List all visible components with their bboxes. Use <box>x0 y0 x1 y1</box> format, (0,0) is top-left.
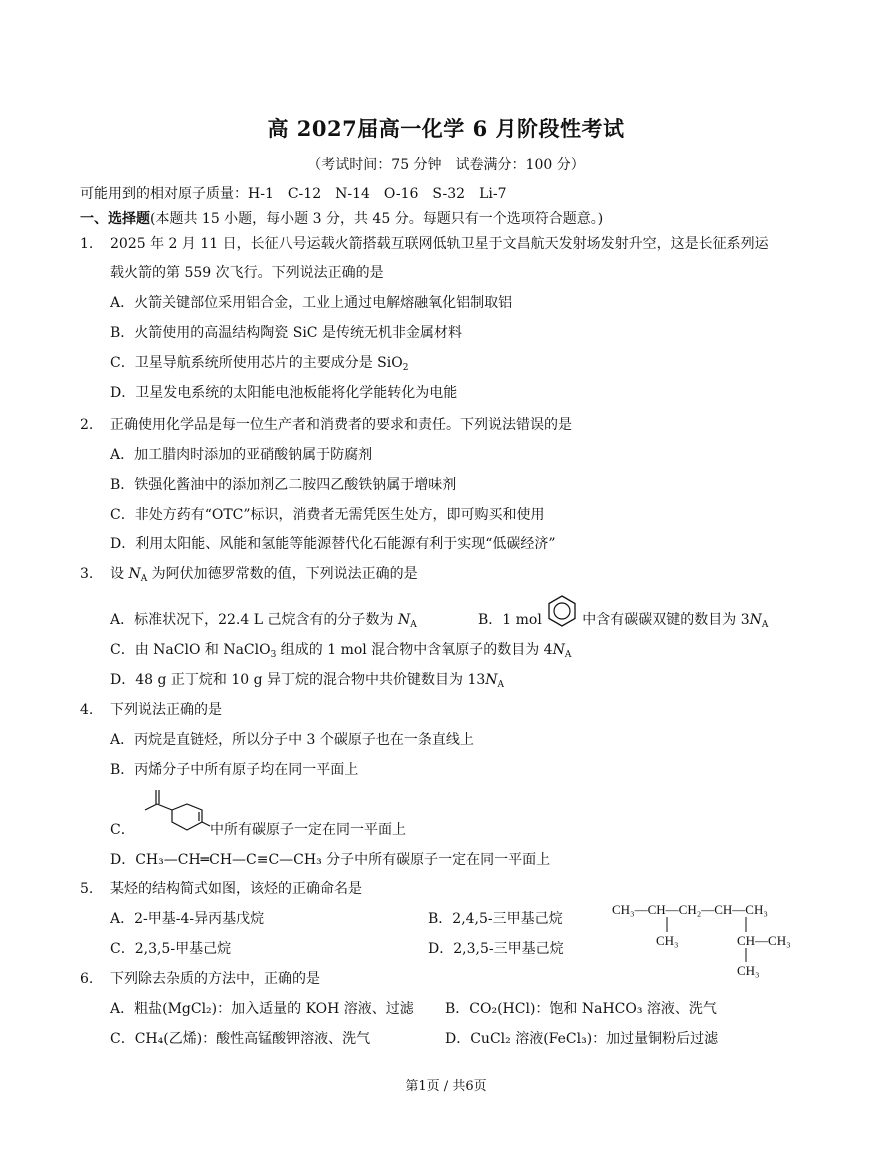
q5-option-c: C．2,3,5-甲基己烷 <box>110 941 232 957</box>
q5-structure-branch1: CH₃ <box>656 933 679 948</box>
q4-option-d: D．CH₃—CH═CH—C≡C—CH₃ 分子中所有碳原子一定在同一平面上 <box>110 852 551 868</box>
question-number: 2. <box>80 417 94 433</box>
q2-option-d: D．利用太阳能、风能和氢能等能源替代化石能源有利于实现“低碳经济” <box>110 536 556 552</box>
q4-option-c-label: C． <box>110 822 135 838</box>
question-1-line1: 2025 年 2 月 11 日，长征八号运载火箭搭载互联网低轨卫星于文昌航天发射场发射升空，这是长征系列运 <box>110 236 769 252</box>
q5-structure-main: CH₃—CH—CH₂—CH—CH₃ <box>612 902 768 917</box>
q1-option-d: D．卫星发电系统的太阳能电池板能将化学能转化为电能 <box>110 385 458 401</box>
question-6-stem: 6. 下列除去杂质的方法中，正确的是 <box>80 971 320 987</box>
q3-option-b: B．1 mol 中含有碳碳双键的数目为 $3N_A$ <box>478 612 769 630</box>
q1-option-a: A．火箭关键部位采用铝合金，工业上通过电解熔融氧化铝制取铝 <box>110 295 513 311</box>
question-1-line2: 载火箭的第 559 次飞行。下列说法正确的是 <box>110 265 384 281</box>
question-number: 1. <box>80 236 94 252</box>
question-5-stem: 5. 某烃的结构简式如图，该烃的正确命名是 <box>80 881 362 897</box>
q5-option-d: D．2,3,5-三甲基己烷 <box>428 941 564 957</box>
q4-option-c-text: 中所有碳原子一定在同一平面上 <box>210 822 406 838</box>
q1-option-b: B．火箭使用的高温结构陶瓷 SiC 是传统无机非金属材料 <box>110 325 462 341</box>
section-desc: (本题共 15 小题，每小题 3 分，共 45 分。每题只有一个选项符合题意。) <box>150 211 604 227</box>
question-number: 3. <box>80 566 94 582</box>
page-title: 高 2027届高一化学 6 月阶段性考试 <box>267 116 625 141</box>
q2-option-b: B．铁强化酱油中的添加剂乙二胺四乙酸铁钠属于增味剂 <box>110 477 457 493</box>
question-number: 5. <box>80 881 94 897</box>
question-2-stem: 2. 正确使用化学品是每一位生产者和消费者的要求和责任。下列说法错误的是 <box>80 417 572 433</box>
question-4-stem: 4. 下列说法正确的是 <box>80 702 222 718</box>
q6-option-c: C．CH₄(乙烯)：酸性高锰酸钾溶液、洗气 <box>110 1031 371 1047</box>
q4-option-b: B．丙烯分子中所有原子均在同一平面上 <box>110 762 359 778</box>
q6-option-d: D．CuCl₂ 溶液(FeCl₃)：加过量铜粉后过滤 <box>445 1031 719 1047</box>
q6-option-a: A．粗盐(MgCl₂)：加入适量的 KOH 溶液、过滤 <box>110 1001 414 1017</box>
section-title: 一、选择题 <box>80 211 150 227</box>
exam-info: （考试时间：75 分钟 试卷满分：100 分） <box>307 157 585 173</box>
question-3-stem: 3. 设 $N_A$ 为阿伏加德罗常数的值，下列说法正确的是 <box>80 566 418 584</box>
page-footer: 第1页 / 共6页 <box>405 1079 487 1094</box>
question-number: 6. <box>80 971 94 987</box>
q5-structure-branch3: CH₃ <box>737 963 760 978</box>
q1-option-c: C．卫星导航系统所使用芯片的主要成分是 SiO$_2$ <box>110 355 409 373</box>
q5-structure-branch2: CH—CH₃ <box>737 933 791 948</box>
q2-option-c: C．非处方药有“OTC”标识，消费者无需凭医生处方，即可购买和使用 <box>110 507 545 523</box>
atomic-mass-line: 可能用到的相对原子质量：H-1 C-12 N-14 O-16 S-32 Li-7 <box>80 186 507 202</box>
q4-option-a: A．丙烷是直链烃，所以分子中 3 个碳原子也在一条直线上 <box>110 732 474 748</box>
q6-option-b: B．CO₂(HCl)：饱和 NaHCO₃ 溶液、洗气 <box>445 1001 717 1017</box>
q5-option-a: A．2-甲基-4-异丙基戊烷 <box>110 911 265 927</box>
q3-option-a: A．标准状况下，22.4 L 己烷含有的分子数为 $N_A$ <box>110 612 417 630</box>
q3-option-d: D．48 g 正丁烷和 10 g 异丁烷的混合物中共价键数目为 $13N_A$ <box>110 672 505 690</box>
q3-option-c: C．由 NaClO 和 NaClO$_3$ 组成的 1 mol 混合物中含氧原子的数目为 $4N_A$ <box>110 642 572 660</box>
q5-option-b: B．2,4,5-三甲基己烷 <box>428 911 563 927</box>
question-number: 4. <box>80 702 94 718</box>
q2-option-a: A．加工腊肉时添加的亚硝酸钠属于防腐剂 <box>110 447 373 463</box>
